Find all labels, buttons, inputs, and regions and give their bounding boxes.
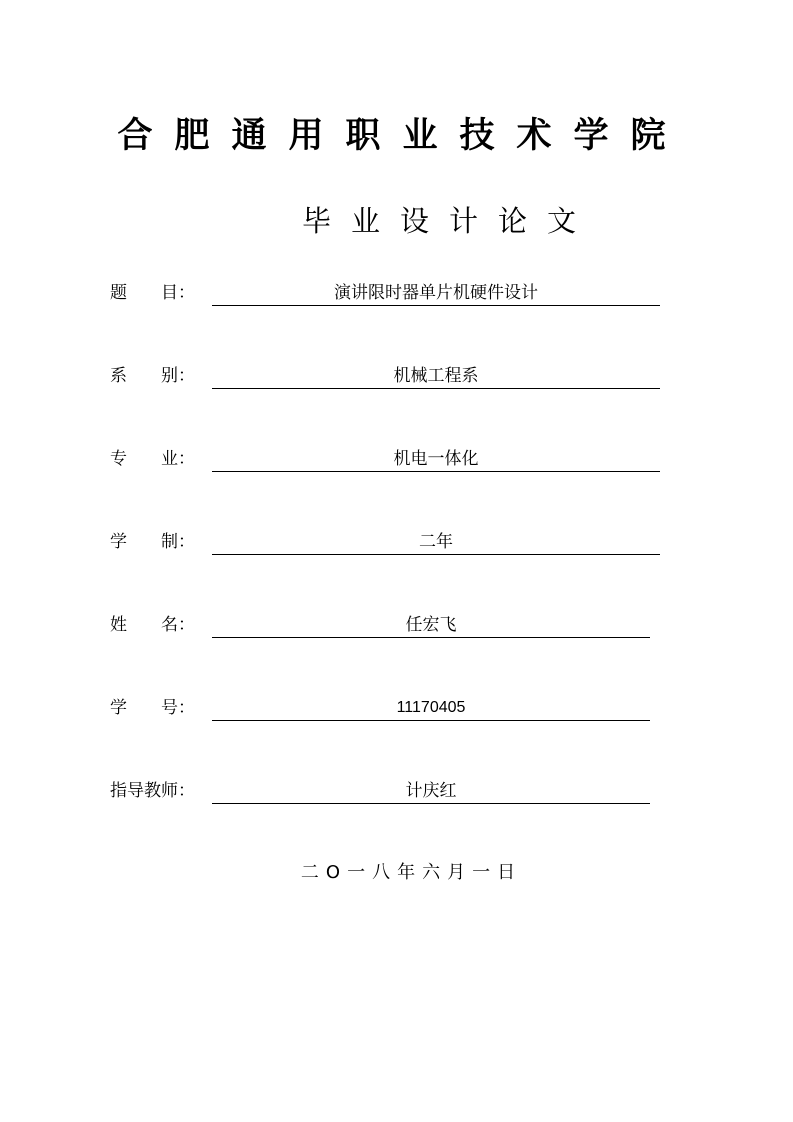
school-name-title: 合肥通用职业技术学院 [117,116,688,156]
name-label: 姓 名： [110,615,195,635]
student-id-label: 学 号： [110,698,195,718]
field-row-major [110,447,670,471]
name-value: 任宏飞 [212,613,650,638]
major-label: 专 业： [110,449,195,469]
department-value: 机械工程系 [212,364,660,389]
submission-date: 二O一八年六月一日 [300,862,523,883]
student-id-value: 11170405 [212,696,650,721]
title-label: 题 目： [110,283,195,303]
title-value: 演讲限时器单片机硬件设计 [212,281,660,306]
document-type-title: 毕业设计论文 [301,204,596,238]
field-row-title [110,281,670,305]
program-length-value: 二年 [212,530,660,555]
field-row-student-id [110,696,670,720]
field-row-advisor [110,779,670,803]
major-value: 机电一体化 [212,447,660,472]
advisor-value: 计庆红 [212,779,650,804]
advisor-label: 指导教师： [110,781,195,801]
field-row-name [110,613,670,637]
field-row-program-length [110,530,670,554]
department-label: 系 别： [110,366,195,386]
field-row-department [110,364,670,388]
program-length-label: 学 制： [110,532,195,552]
